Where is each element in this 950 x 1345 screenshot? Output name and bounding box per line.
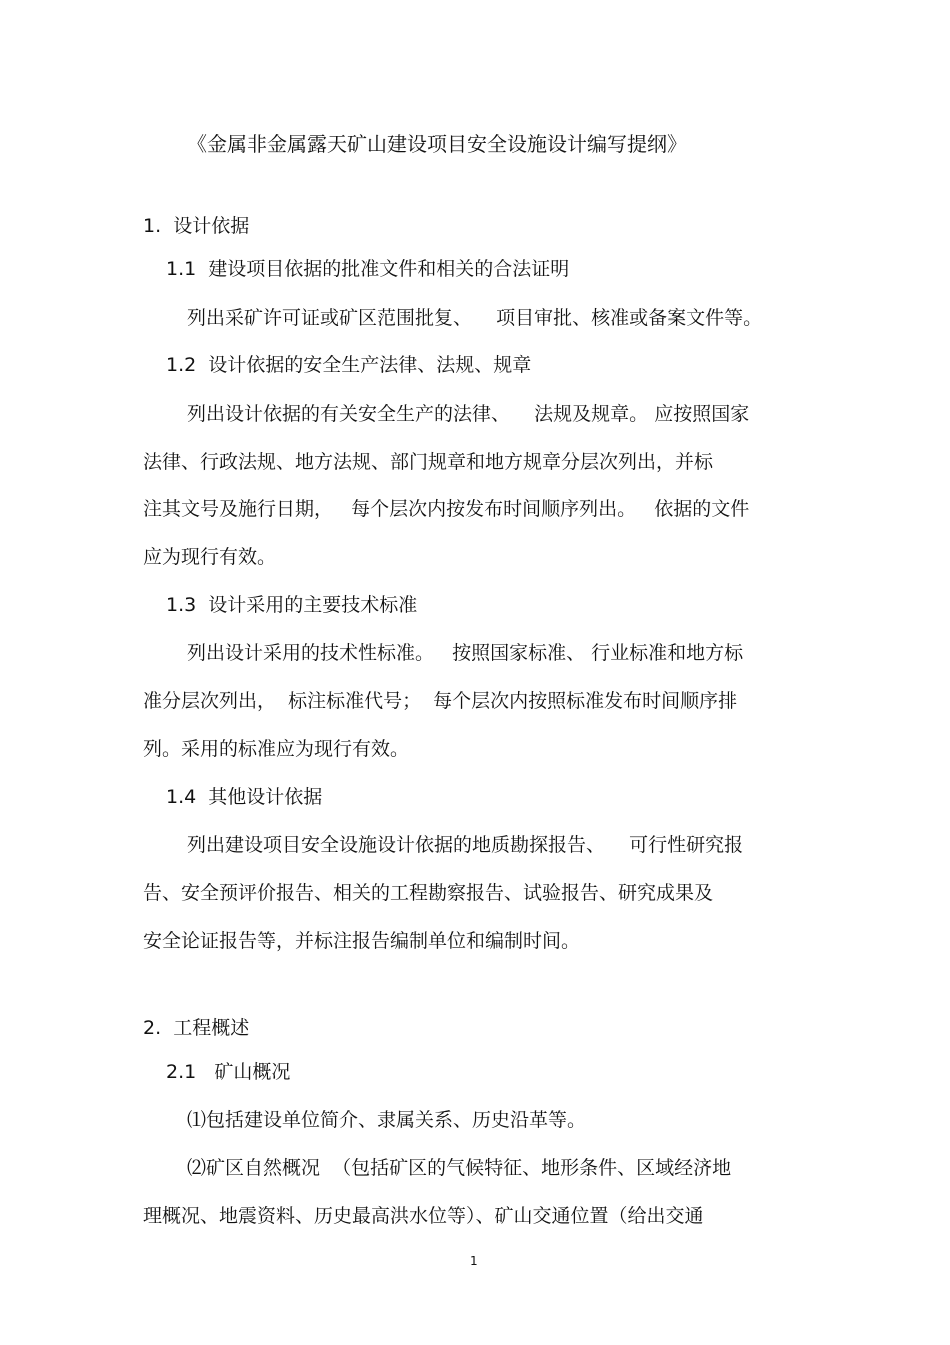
section-heading-2: 2. 工程概述 bbox=[143, 1017, 250, 1039]
paragraph-line: 注其文号及施行日期， 每个层次内按发布时间顺序列出。 依据的文件 bbox=[143, 498, 750, 520]
paragraph-line: 应为现行有效。 bbox=[143, 546, 277, 568]
paragraph-line: 准分层次列出， 标注标准代号； 每个层次内按照标准发布时间顺序排 bbox=[143, 690, 738, 712]
paragraph-line: 列。采用的标准应为现行有效。 bbox=[143, 738, 410, 760]
paragraph-line: 安全论证报告等，并标注报告编制单位和编制时间。 bbox=[143, 930, 581, 952]
paragraph-line: 列出建设项目安全设施设计依据的地质勘探报告、 可行性研究报 bbox=[187, 834, 744, 856]
paragraph-line: 告、安全预评价报告、相关的工程勘察报告、试验报告、研究成果及 bbox=[143, 882, 714, 904]
paragraph-line: 理概况、地震资料、历史最高洪水位等）、矿山交通位置（给出交通 bbox=[143, 1205, 704, 1227]
document-title: 《金属非金属露天矿山建设项目安全设施设计编写提纲》 bbox=[187, 132, 687, 156]
subsection-heading-2-1: 2.1 矿山概况 bbox=[166, 1061, 291, 1083]
paragraph-line: ⑴包括建设单位简介、隶属关系、历史沿革等。 bbox=[187, 1109, 587, 1131]
paragraph-line: 法律、行政法规、地方法规、部门规章和地方规章分层次列出，并标 bbox=[143, 451, 714, 473]
paragraph-line: 列出采矿许可证或矿区范围批复、 项目审批、核准或备案文件等。 bbox=[187, 307, 763, 329]
page-number: 1 bbox=[470, 1254, 478, 1268]
subsection-heading-1-2: 1.2 设计依据的安全生产法律、法规、规章 bbox=[166, 354, 532, 376]
subsection-heading-1-1: 1.1 建设项目依据的批准文件和相关的合法证明 bbox=[166, 258, 570, 280]
paragraph-line: ⑵矿区自然概况 （包括矿区的气候特征、地形条件、区域经济地 bbox=[187, 1157, 732, 1179]
subsection-heading-1-3: 1.3 设计采用的主要技术标准 bbox=[166, 594, 418, 616]
subsection-heading-1-4: 1.4 其他设计依据 bbox=[166, 786, 323, 808]
section-heading-1: 1. 设计依据 bbox=[143, 215, 250, 237]
paragraph-line: 列出设计依据的有关安全生产的法律、 法规及规章。 应按照国家 bbox=[187, 403, 750, 425]
paragraph-line: 列出设计采用的技术性标准。 按照国家标准、 行业标准和地方标 bbox=[187, 642, 744, 664]
